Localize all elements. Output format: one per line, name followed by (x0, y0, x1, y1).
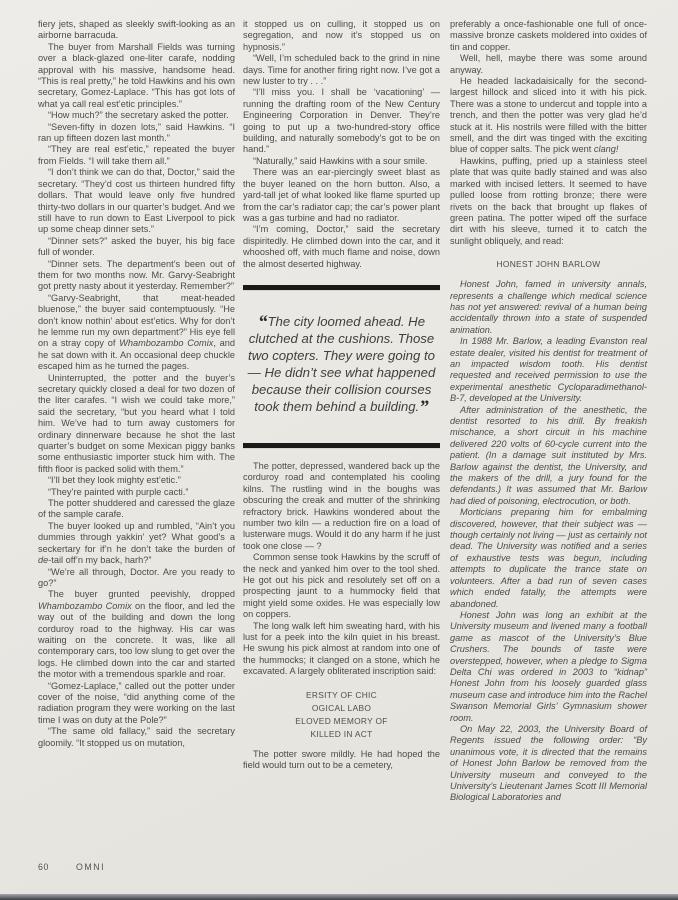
text-column-2 (243, 19, 440, 771)
italic-run: Whambozambo Comix (119, 338, 214, 349)
paragraph: “I’ll bet they look mighty est’etic.” (48, 475, 181, 486)
centered-line: OGICAL LABO (311, 702, 372, 713)
paragraph (38, 521, 235, 567)
paragraph: Uninterrupted, the potter and the buyer’s secretary quickly closed a deal for two dozen of the liter carafes. “I wish we could take more,” said the secretary, “but you heard what I told him. We’ve had to turn away customers for ordinary dinnerware because he shot the last quarter’s budget on some Mexican piggy banks some enthusiastic importer stuck him with. The fifth floor is packed solid with them.” (38, 372, 235, 474)
close-quote-icon: ” (419, 396, 429, 418)
italic-run: Whambozambo Comix (38, 600, 132, 611)
paragraph: “Naturally,” said Hawkins with a sour smile. (253, 155, 428, 166)
text-column-3 (450, 19, 647, 804)
paragraph: preferably a once-fashionable one full of once-massive bronze caskets moldered into oxides of tin and copper. (450, 19, 647, 52)
paragraph: Morticians preparing him for embalming discovered, however, that their subject was — though certainly not living — just as certainly not dead. The University was notified and a series of exhaustive tests was begun, including attempts to duplicate the trance state on volunteers. After a bad run of seven cases which ended fatally, the attempts were abandoned. (450, 507, 647, 609)
text-run: The buyer looked up and rumbled, “Ain’t you dummies through yakkin’ yet? What good’s a seckertary for if’n he don’t take the burden of (38, 520, 235, 554)
text-column-1 (38, 19, 235, 749)
italic-run: clang! (593, 144, 619, 155)
paragraph: The potter, depressed, wandered back up the corduroy road and contemplated his cooling kilns. The rustling wind in the boughs was obscuring the creak and mutter of the shrinking refractory brick. Hawkins wondered about the number two kiln — a reduction fire on a load of lusterware mugs. Would it do any harm if he just took one close — ? (243, 460, 440, 551)
plate-heading (450, 258, 647, 271)
obliterated-inscription (243, 689, 440, 741)
paragraph: “They’re painted with purple cacti.” (48, 486, 189, 497)
text-run: on the floor, and led the way out of the building and down the long corduroy road to the highway. His car was waiting on the concrete. It was, like all contemporary cars, too low slung to get over the logs. He climbed down into the car and started the motor with a tremendous sparkle and roar. (38, 600, 235, 680)
paragraph: “They are real est’etic,” repeated the buyer from Fields. “I will take them all.” (38, 144, 235, 166)
centered-line: HONEST JOHN BARLOW (496, 259, 601, 270)
paragraph: Common sense took Hawkins by the scruff of the neck and yanked him over to the tool shed. He got out his pick and resolutely set off on a prospecting jaunt to a hummocky field that might yield some oxides. He was especially low on coppers. (243, 552, 440, 620)
centered-line: KILLED IN ACT (310, 728, 373, 739)
paragraph: The buyer from Marshall Fields was turning over a black-glazed one-liter carafe, nodding approval with his massive, handsome head. “This is real pretty,” he told Hawkins and his own secretary, Gomez-Laplace. “This has got lots of what ya call real est’etic principles.” (38, 41, 235, 109)
paragraph: Well, hell, maybe there was some around anyway. (450, 53, 647, 75)
paragraph: The potter shuddered and caressed the glaze of the sample carafe. (38, 498, 235, 520)
paragraph: “I don’t think we can do that, Doctor,” said the secretary. “They’d cost us thirteen hundred fifty dollars. That would leave only five hundred thirty-two dollars in our quarter’s budget. And we still have to run down to East Liverpool to pick up some cheap dinner sets.” (38, 167, 235, 235)
magazine-name: OMNI (76, 862, 106, 872)
paragraph: “Dinner sets. The department’s been out of them for two months now. Mr. Garvy-Seabright got pretty nasty about it yesterday. Remember?” (38, 258, 235, 292)
scan-edge (0, 894, 678, 900)
pull-quote-rule-top (243, 285, 440, 291)
paragraph: fiery jets, shaped as sleekly swift-looking as an airborne barracuda. (38, 19, 235, 41)
paragraph: “I’m coming, Doctor,” said the secretary dispiritedly. He climbed down into the car, and it whooshed off, with much flame and noise, down the almost deserted highway. (243, 224, 440, 269)
paragraph: The potter swore mildly. He had hoped the field would turn out to be a cemetery, (243, 748, 440, 771)
paragraph: Honest John, famed in university annals, represents a challenge which medical science has not yet answered: revival of a human being accidentally thrown into a state of suspended animation. (450, 279, 647, 335)
page-number: 60 (38, 862, 49, 872)
paragraph: There was an ear-piercingly sweet blast as the buyer leaned on the horn button. Also, a yard-tall jet of what looked like flame spurted up from the car’s radiator cap; the car’s power plant was a gas turbine and had no radiator. (243, 167, 440, 223)
paragraph: “We’re all through, Doctor. Are you ready to go?” (38, 566, 235, 588)
paragraph: “Gomez-Laplace,” called out the potter under cover of the noise, “did anything come of the radiation program they were working on the last time I was on duty at the Pole?” (38, 680, 235, 725)
centered-line: ERSITY OF CHIC (305, 689, 378, 700)
paragraph: On May 22, 2003, the University Board of Regents issued the following order: “By unanimous vote, it is directed that the remains of Honest John Barlow be removed from the University museum and conveyed to the University’s Lieutenant James Scott III Memorial Biological Laboratories and (450, 723, 647, 803)
paragraph (450, 76, 647, 156)
paragraph: “Well, I’m scheduled back to the grind in nine days. Time for another firing right now. I’ve got a new luster to try . . .” (243, 53, 440, 87)
pull-quote-text: The city loomed ahead. He clutched at the cushions. Those two copters. They were going to — He didn’t see what happened because their collision courses took them behind a building. (247, 313, 436, 414)
paragraph: Hawkins, puffing, pried up a stainless steel plate that was quite badly stained and was also marked with incised letters. It seemed to have pulled loose from rotting bronze; there were rivets on the back that brought up flakes of green patina. The potter wiped off the surface dirt with his sleeve, turned it to catch the sunlight obliquely, and read: (450, 155, 647, 246)
pull-quote-rule-bottom (243, 443, 440, 449)
text-run: , and he sat down with it. An occasional deep chuckle escaped him as he turned the pages. (38, 338, 235, 372)
paragraph: Honest John was long an exhibit at the University museum and livened many a football game as mascot of the University’s Blue Crushers. The bounds of taste were overstepped, however, when a pledge to Sigma Delta Chi was ordered in 2003 to “kidnap” Honest John from his loosely guarded glass museum case and introduce him into the Rachel Swanson Memorial Girls’ Gymnasium shower room. (450, 609, 647, 723)
text-run: “Garvy-Seabright, that meat-headed bluenose,” the buyer said contemptuously. “He don’t know nothin’ about est’etics. Why for don’t he lemme run my own department?” His eye fell on a stray copy of (38, 292, 235, 349)
paragraph: In 1988 Mr. Barlow, a leading Evanston real estate dealer, visited his dentist for treatment of an impacted wisdom tooth. His dentist requested and received permission to use the experimental anesthetic Cycloparadimethanol-B-7, developed at the University. (450, 336, 647, 404)
paragraph: “Seven-fifty in dozen lots,” said Hawkins. “I ran up fifteen dozen last month.” (38, 121, 235, 144)
open-quote-icon: “ (257, 311, 268, 333)
paragraph (38, 293, 235, 373)
paragraph: “I’ll miss you. I shall be ‘vacationing’ — running the drafting room of the New Century Engineering Corporation in Denver. They’re going to put up a two-hundred-story office building, and naturally somebody’s got to be on hand.” (243, 87, 440, 155)
page-footer (38, 862, 105, 872)
paragraph: “The same old fallacy,” said the secretary gloomily. “It stopped us on mutation, (38, 726, 235, 748)
paragraph: “How much?” the secretary asked the potter. (48, 110, 229, 121)
text-run: He headed lackadaisically for the second-largest hillock and sliced into it with his pick. There was a stone to undercut and topple into a trench, and then the potter was very glad he’d stuck at it. His nostrils were filled with the bitter smell, and the dirt was tinged with the exciting blue of copper salts. The pick went (450, 76, 647, 155)
text-run: The buyer grunted peevishly, dropped (48, 589, 235, 600)
paragraph: it stopped us on culling, it stopped us on segregation, and now it’s stopped us on hypnosis.” (243, 19, 440, 52)
pull-quote (246, 311, 437, 418)
centered-line: ELOVED MEMORY OF (295, 715, 388, 726)
text-run: -tail off’n my back, harh?” (48, 555, 152, 566)
paragraph (38, 589, 235, 680)
paragraph: “Dinner sets?” asked the buyer, his big face full of wonder. (38, 235, 235, 258)
paragraph: The long walk left him sweating hard, with his lust for a peek into the kiln quiet in his breast. He swung his pick almost at random into one of the hummocks; it clanged on a stone, which he excavated. A largely obliterated inscription said: (243, 620, 440, 677)
italic-run: de (38, 555, 49, 566)
paragraph: After administration of the anesthetic, the dentist resorted to his drill. By freakish mischance, a short circuit in his machine delivered 220 volts of 60-cycle current into the patient. (In a damage suit instituted by Mrs. Barlow against the dentist, the University, and the makers of the drill, a jury found for the defendants.) It was assumed that Mr. Barlow had died of poisoning, electrocution, or both. (450, 404, 647, 506)
